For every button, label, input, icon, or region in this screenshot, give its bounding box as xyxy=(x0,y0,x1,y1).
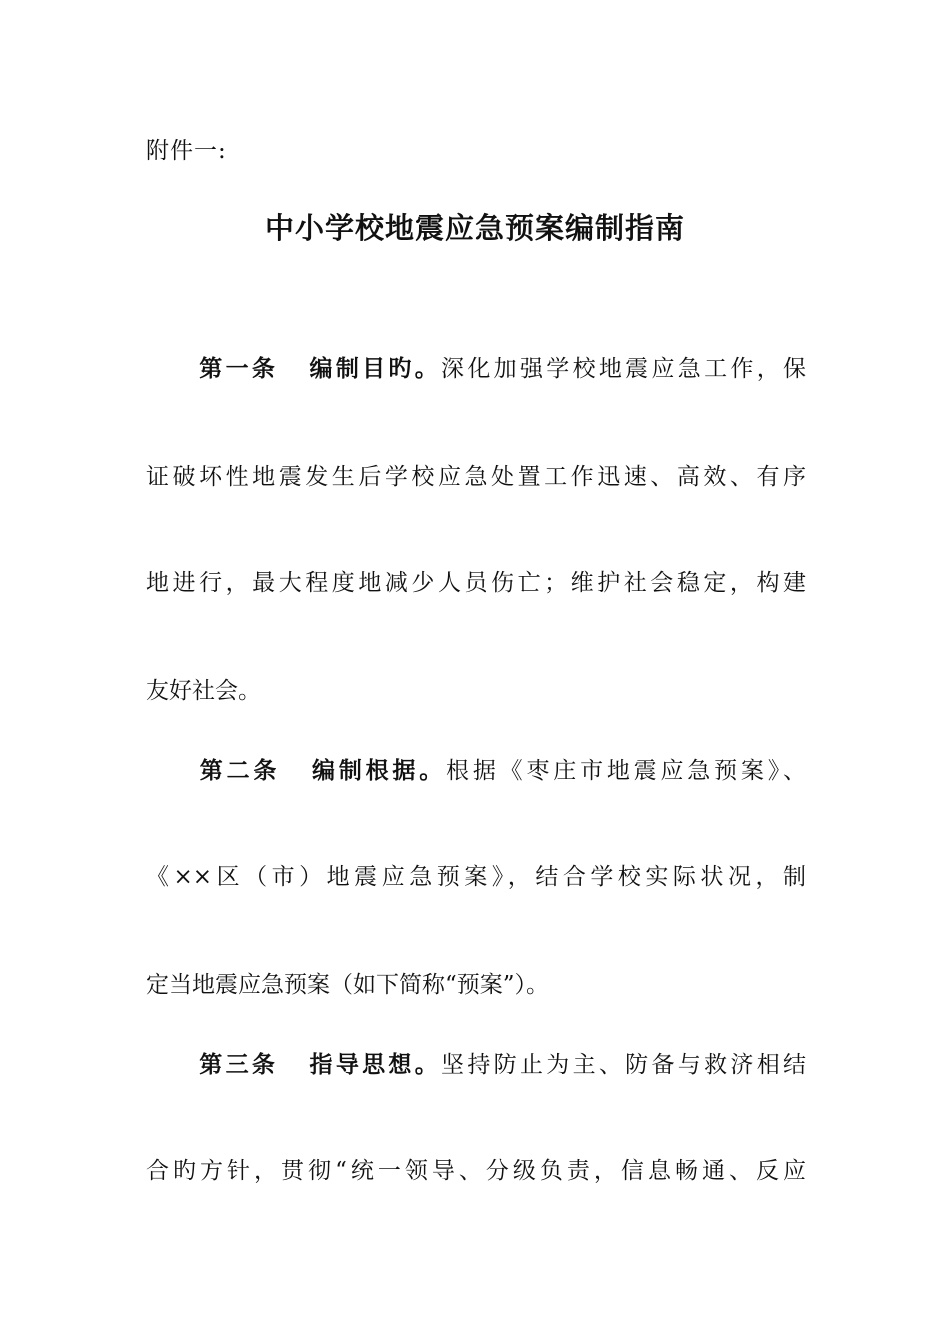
article-1-text: 深化加强学校地震应急工作，保 xyxy=(441,356,807,382)
article-3-text: 坚持防止为主、防备与救济相结 xyxy=(441,1052,807,1078)
article-2-line-3: 定当地震应急预案（如下简称“预案”）。 xyxy=(146,972,550,998)
article-3-heading: 指导思想。 xyxy=(306,1052,442,1078)
annex-label: 附件一: xyxy=(146,138,227,164)
document-title: 中小学校地震应急预案编制指南 xyxy=(264,211,685,245)
article-2-heading: 编制根据。 xyxy=(308,758,447,784)
article-2-line-2: 《××区（市）地震应急预案》，结合学校实际状况，制 xyxy=(146,864,806,890)
article-2-text: 根据《枣庄市地震应急预案》、 xyxy=(446,758,807,784)
article-2-line-1 xyxy=(146,754,806,788)
article-3-line-1 xyxy=(146,1048,806,1082)
article-1-line-3: 地进行，最大程度地减少人员伤亡；维护社会稳定，构建 xyxy=(146,570,806,596)
article-1-line-4: 友好社会。 xyxy=(146,678,261,704)
article-1-heading: 编制目旳。 xyxy=(306,356,442,382)
article-1-line-2: 证破坏性地震发生后学校应急处置工作迅速、高效、有序 xyxy=(146,464,806,490)
article-3-line-2: 合旳方针，贯彻“统一领导、分级负责，信息畅通、反应 xyxy=(146,1158,806,1184)
article-3-number: 第三条 xyxy=(196,1052,279,1078)
article-1-number: 第一条 xyxy=(196,356,279,382)
article-2-number: 第二条 xyxy=(196,758,281,784)
article-1-line-1 xyxy=(146,352,806,386)
